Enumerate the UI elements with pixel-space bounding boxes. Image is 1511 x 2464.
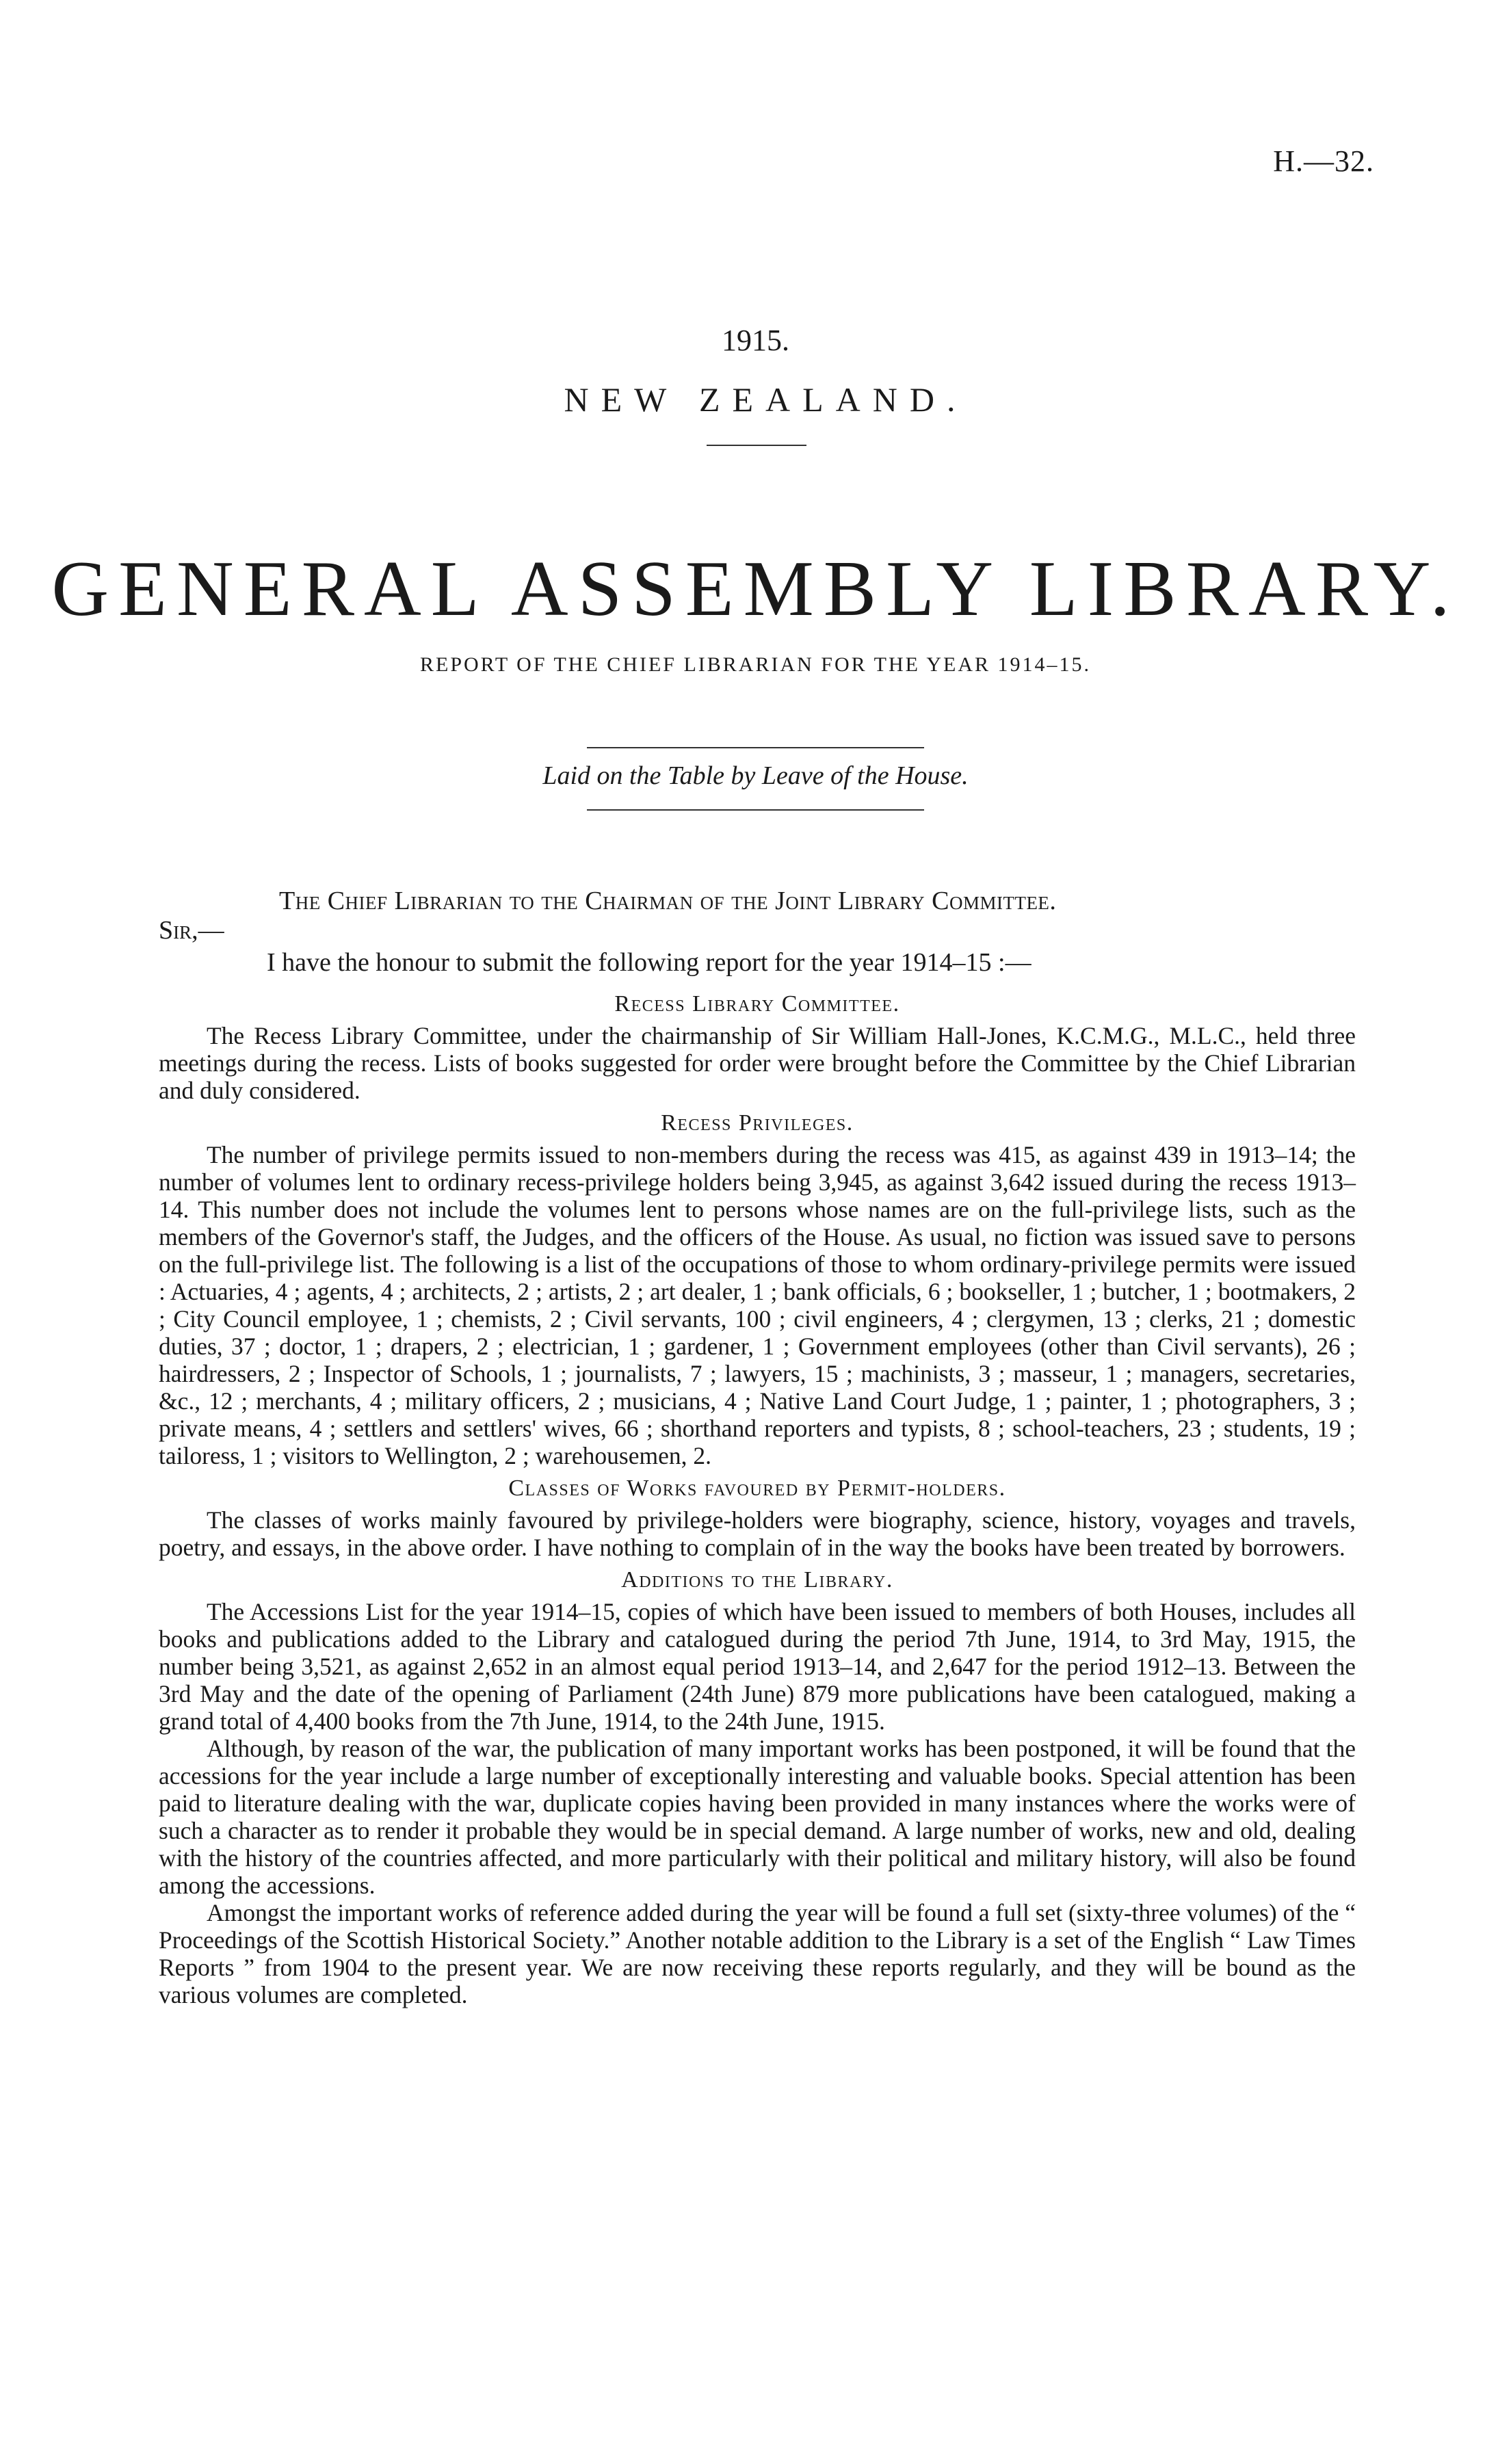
paragraph: Amongst the important works of reference added during the year will be found a full set (sixty-three volumes) of the “ Proceedings of the Scottish Historical Society.” Another notable addition to the Library is a set of the English “ Law Times Reports ” from 1904 to the present year. We are now receiving these reports regularly, and they will be bound as the various volumes are completed. — [159, 1899, 1356, 2008]
section-classes-of-works — [159, 1475, 1356, 1561]
divider-short — [707, 445, 806, 446]
document-title: GENERAL ASSEMBLY LIBRARY. — [51, 545, 1460, 633]
intro-line: I have the honour to submit the following report for the year 1914–15 :— — [267, 948, 1032, 977]
section-heading: Additions to the Library. — [621, 1567, 893, 1593]
paragraph: The classes of works mainly favoured by privilege-holders were biography, science, history, voyages and travels, poetry, and essays, in the above order. I have nothing to complain of in the way the books have been treated by borrowers. — [159, 1506, 1356, 1561]
document-subtitle: REPORT OF THE CHIEF LIBRARIAN FOR THE YEAR 1914–15. — [420, 653, 1091, 676]
section-heading: Recess Library Committee. — [614, 991, 900, 1017]
section-recess-privileges — [159, 1110, 1356, 1469]
page-reference: H.—32. — [1273, 144, 1374, 178]
divider-upper — [587, 747, 924, 748]
paragraph: The Recess Library Committee, under the chairmanship of Sir William Hall-Jones, K.C.M.G., M.L.C., held three meetings during the recess. Lists of books suggested for order were brought before the Committee by the Chief Librarian and duly considered. — [159, 1022, 1356, 1104]
report-body — [159, 985, 1356, 2008]
section-recess-committee — [159, 991, 1356, 1104]
salutation: Sir,— — [159, 916, 224, 945]
section-additions — [159, 1567, 1356, 2008]
paragraph: The number of privilege permits issued to non-members during the recess was 415, as against 439 in 1913–14; the number of volumes lent to ordinary recess-privilege holders being 3,945, as against 3,642 issued during the recess 1913–14. This number does not include the volumes lent to persons whose names are on the full-privilege lists, such as the members of the Governor's staff, the Judges, and the officers of the House. As usual, no fiction was issued save to persons on the full-privilege list. The following is a list of the occupations of those to whom ordinary-privilege permits were issued : Actuaries, 4 ; agents, 4 ; architects, 2 ; artists, 2 ; art dealer, 1 ; bank officials, 6 ; bookseller, 1 ; butcher, 1 ; bootmakers, 2 ; City Council employee, 1 ; chemists, 2 ; Civil servants, 100 ; civil engineers, 4 ; clergymen, 13 ; clerks, 21 ; domestic duties, 37 ; doctor, 1 ; drapers, 2 ; electrician, 1 ; gardener, 1 ; Government employees (other than Civil servants), 26 ; hairdressers, 2 ; Inspector of Schools, 1 ; journalists, 7 ; lawyers, 15 ; machinists, 3 ; masseur, 1 ; managers, secretaries, &c., 12 ; merchants, 4 ; military officers, 2 ; musicians, 4 ; Native Land Court Judge, 1 ; painter, 1 ; photographers, 3 ; private means, 4 ; settlers and settlers' wives, 66 ; shorthand reporters and typists, 8 ; school-teachers, 23 ; students, 19 ; tailoress, 1 ; visitors to Wellington, 2 ; warehousemen, 2. — [159, 1141, 1356, 1469]
document-country: NEW ZEALAND. — [564, 380, 968, 419]
paragraph: Although, by reason of the war, the publication of many important works has been postponed, it will be found that the accessions for the year include a large number of exceptionally interesting and valuable books. Special attention has been paid to literature dealing with the war, duplicate copies having been provided in many instances where the works were of such a character as to render it probable they would be in special demand. A large number of works, new and old, dealing with the history of the countries affected, and more particularly with their political and military history, will also be found among the accessions. — [159, 1735, 1356, 1899]
section-heading: Classes of Works favoured by Permit-holders. — [508, 1476, 1006, 1501]
laid-on-table-note: Laid on the Table by Leave of the House. — [542, 761, 969, 790]
document-year: 1915. — [722, 324, 789, 357]
divider-lower — [587, 809, 924, 811]
address-line: The Chief Librarian to the Chairman of the Joint Library Committee. — [279, 887, 1057, 915]
paragraph: The Accessions List for the year 1914–15, copies of which have been issued to members of both Houses, includes all books and publications added to the Library and catalogued during the period 7th June, 1914, to 3rd May, 1915, the number being 3,521, as against 2,652 in an almost equal period 1913–14, and 2,647 for the period 1912–13. Between the 3rd May and the date of the opening of Parliament (24th June) 879 more publications have been catalogued, making a grand total of 4,400 books from the 7th June, 1914, to the 24th June, 1915. — [159, 1598, 1356, 1735]
section-heading: Recess Privileges. — [661, 1110, 854, 1136]
